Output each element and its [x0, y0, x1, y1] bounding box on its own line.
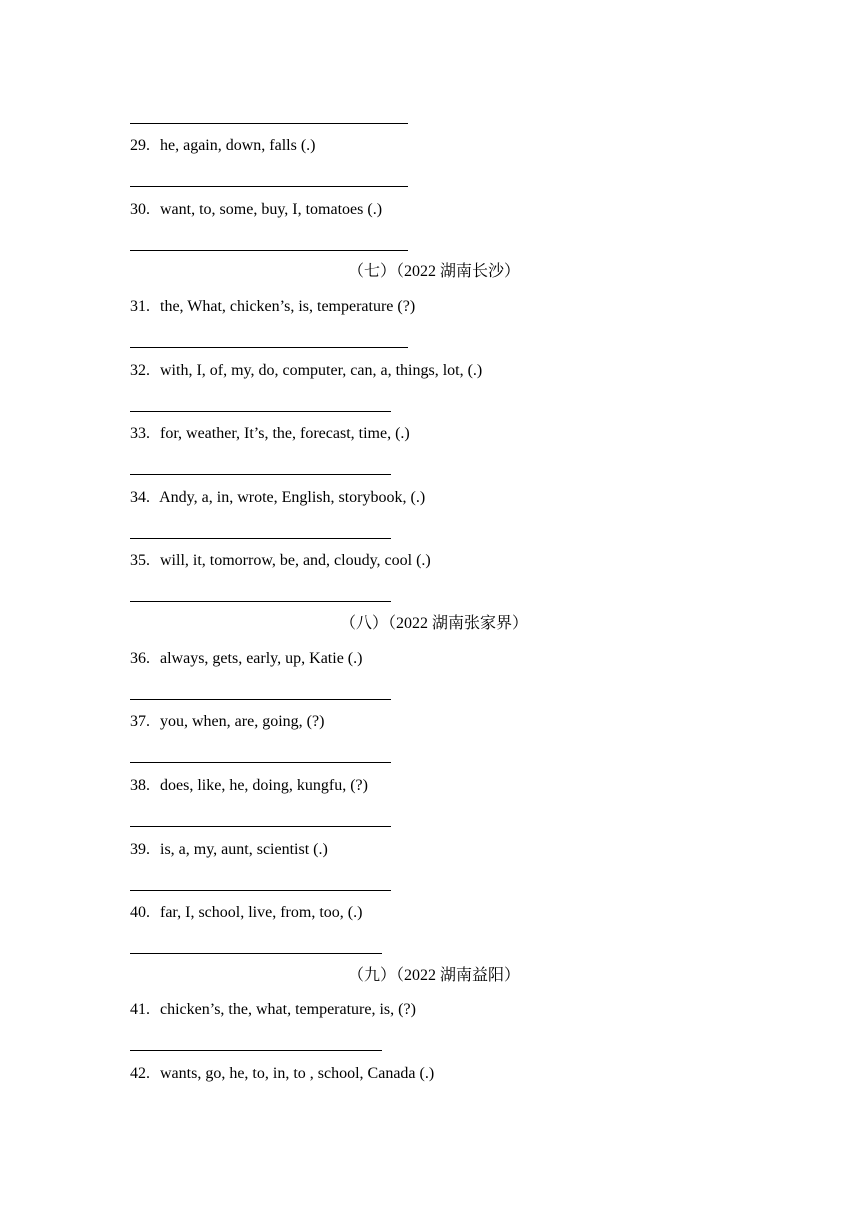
question-38 — [130, 776, 368, 796]
question-separator: . — [146, 137, 150, 154]
question-32 — [130, 361, 482, 381]
question-34 — [130, 488, 425, 508]
answer-line — [130, 474, 391, 475]
section-heading: （八）（2022 湖南张家界） — [340, 615, 529, 632]
question-number: 31 — [130, 298, 146, 315]
answer-line — [130, 123, 408, 124]
question-number: 33 — [130, 425, 146, 442]
question-text: is, a, my, aunt, scientist (.) — [160, 841, 328, 858]
question-separator: . — [146, 1065, 150, 1082]
question-separator: . — [146, 777, 150, 794]
answer-line — [130, 186, 408, 187]
question-number: 30 — [130, 201, 146, 218]
question-number: 40 — [130, 904, 146, 921]
question-separator: . — [146, 552, 150, 569]
question-text: will, it, tomorrow, be, and, cloudy, cool (.) — [160, 552, 431, 569]
question-text: far, I, school, live, from, too, (.) — [160, 904, 363, 921]
question-separator: . — [146, 362, 150, 379]
question-41 — [130, 1000, 416, 1020]
answer-line — [130, 890, 391, 891]
answer-line — [130, 826, 391, 827]
question-text: you, when, are, going, (?) — [160, 713, 325, 730]
answer-line — [130, 601, 391, 602]
question-39 — [130, 840, 328, 860]
question-number: 35 — [130, 552, 146, 569]
question-text: wants, go, he, to, in, to , school, Canada (.) — [160, 1065, 435, 1082]
question-42 — [130, 1064, 434, 1084]
section-heading: （七）（2022 湖南长沙） — [348, 263, 521, 280]
question-separator: . — [146, 298, 150, 315]
question-33 — [130, 424, 410, 444]
question-separator: . — [146, 904, 150, 921]
question-separator: . — [146, 841, 150, 858]
question-37 — [130, 712, 324, 732]
question-text: he, again, down, falls (.) — [160, 137, 316, 154]
answer-line — [130, 250, 408, 251]
question-number: 36 — [130, 650, 146, 667]
question-number: 29 — [130, 137, 146, 154]
question-separator: . — [146, 650, 150, 667]
question-40 — [130, 903, 362, 923]
question-29 — [130, 136, 316, 156]
question-number: 32 — [130, 362, 146, 379]
answer-line — [130, 538, 391, 539]
question-35 — [130, 551, 431, 571]
question-text: for, weather, It’s, the, forecast, time, (.) — [160, 425, 410, 442]
question-text: Andy, a, in, wrote, English, storybook, (.) — [159, 489, 426, 506]
answer-line — [130, 953, 382, 954]
question-text: chicken’s, the, what, temperature, is, (?) — [160, 1001, 416, 1018]
question-36 — [130, 649, 362, 669]
answer-line — [130, 762, 391, 763]
answer-line — [130, 347, 408, 348]
answer-line — [130, 411, 391, 412]
question-number: 41 — [130, 1001, 146, 1018]
question-number: 42 — [130, 1065, 146, 1082]
answer-line — [130, 699, 391, 700]
question-number: 38 — [130, 777, 146, 794]
question-separator: . — [146, 425, 150, 442]
question-number: 39 — [130, 841, 146, 858]
section-heading: （九）（2022 湖南益阳） — [348, 967, 521, 984]
question-text: does, like, he, doing, kungfu, (?) — [160, 777, 368, 794]
question-separator: . — [146, 713, 150, 730]
question-30 — [130, 200, 382, 220]
question-separator: . — [146, 1001, 150, 1018]
answer-line — [130, 1050, 382, 1051]
question-31 — [130, 297, 415, 317]
question-number: 37 — [130, 713, 146, 730]
question-separator: . — [146, 489, 150, 506]
question-text: want, to, some, buy, I, tomatoes (.) — [160, 201, 383, 218]
question-separator: . — [146, 201, 150, 218]
question-text: with, I, of, my, do, computer, can, a, things, lot, (.) — [160, 362, 483, 379]
question-number: 34 — [130, 489, 146, 506]
question-text: always, gets, early, up, Katie (.) — [160, 650, 363, 667]
question-text: the, What, chicken’s, is, temperature (?) — [160, 298, 416, 315]
